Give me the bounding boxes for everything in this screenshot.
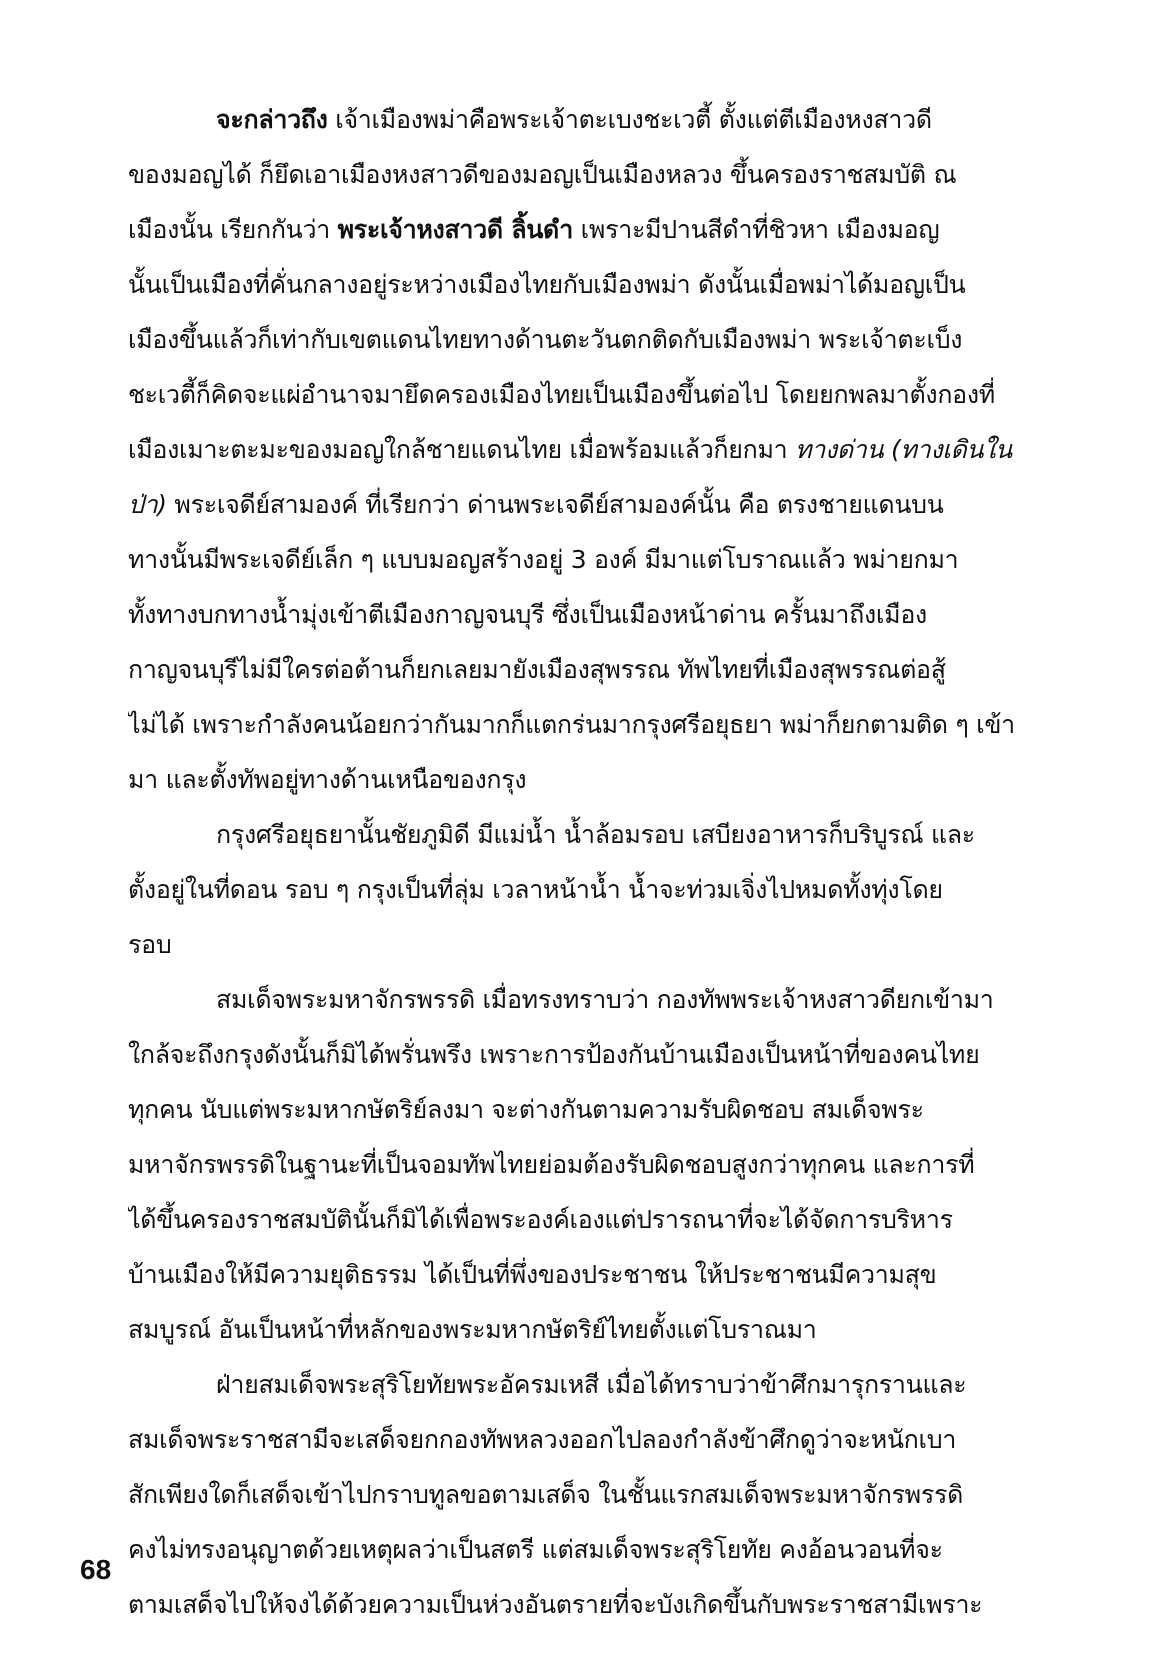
text-segment: กรุงศรีอยุธยานั้นชัยภูมิดี มีแม่น้ำ น้ำล้อมรอบ เสบียงอาหารก็บริบูรณ์ และ <box>216 820 975 849</box>
text-segment: เจ้าเมืองพม่าคือพระเจ้าตะเบงชะเวตี้ ตั้งแต่ตีเมืองหงสาวดี <box>327 105 932 134</box>
text-line <box>128 257 1033 312</box>
text-line <box>128 1027 1033 1082</box>
text-line <box>128 697 1033 752</box>
text-line <box>128 1082 1033 1137</box>
text-segment: พระเจ้าหงสาวดี ลิ้นดำ <box>337 215 574 244</box>
text-segment: บ้านเมืองให้มีความยุติธรรม ได้เป็นที่พึ่งของประชาชน ให้ประชาชนมีความสุข <box>128 1260 937 1289</box>
text-segment: ทางนั้นมีพระเจดีย์เล็ก ๆ แบบมอญสร้างอยู่ 3 องค์ มีมาแต่โบราณแล้ว พม่ายกมา <box>128 545 959 574</box>
text-segment: ตั้งอยู่ในที่ดอน รอบ ๆ กรุงเป็นที่ลุ่ม เวลาหน้าน้ำ น้ำจะท่วมเจิ่งไปหมดทั้งทุ่งโดย <box>128 875 943 904</box>
text-segment: สมเด็จพระมหาจักรพรรดิ เมื่อทรงทราบว่า กองทัพพระเจ้าหงสาวดียกเข้ามา <box>216 985 994 1014</box>
text-line <box>128 1467 1033 1522</box>
text-line <box>128 1522 1033 1577</box>
text-line <box>128 1192 1033 1247</box>
text-segment: ของมอญได้ ก็ยึดเอาเมืองหงสาวดีของมอญเป็นเมืองหลวง ขึ้นครองราชสมบัติ ณ <box>128 160 957 189</box>
text-line <box>128 92 1033 147</box>
text-line <box>128 477 1033 532</box>
text-line <box>128 147 1033 202</box>
text-line <box>128 367 1033 422</box>
text-segment: รอบ <box>128 930 172 959</box>
text-segment: สมเด็จพระราชสามีจะเสด็จยกกองทัพหลวงออกไปลองกำลังข้าศึกดูว่าจะหนักเบา <box>128 1425 957 1454</box>
text-segment: ทางด่าน (ทางเดินใน <box>795 435 1012 464</box>
text-segment: ไม่ได้ เพราะกำลังคนน้อยกว่ากันมากก็แตกร่นมากรุงศรีอยุธยา พม่าก็ยกตามติด ๆ เข้า <box>128 710 1015 739</box>
text-segment: นั้นเป็นเมืองที่คั่นกลางอยู่ระหว่างเมืองไทยกับเมืองพม่า ดังนั้นเมื่อพม่าได้มอญเป็น <box>128 270 966 299</box>
text-line <box>128 587 1033 642</box>
paragraph <box>128 92 1033 807</box>
text-segment: ทุกคน นับแต่พระมหากษัตริย์ลงมา จะต่างกันตามความรับผิดชอบ สมเด็จพระ <box>128 1095 924 1124</box>
text-segment: ชะเวตี้ก็คิดจะแผ่อำนาจมายึดครองเมืองไทยเป็นเมืองขึ้นต่อไป โดยยกพลมาตั้งกองที่ <box>128 380 995 409</box>
text-segment: ทั้งทางบกทางน้ำมุ่งเข้าตีเมืองกาญจนบุรี ซึ่งเป็นเมืองหน้าด่าน ครั้นมาถึงเมือง <box>128 600 927 629</box>
text-segment: ตามเสด็จไปให้จงได้ด้วยความเป็นห่วงอันตรายที่จะบังเกิดขึ้นกับพระราชสามีเพราะ <box>128 1590 983 1619</box>
page-number: 68 <box>80 1554 112 1585</box>
text-line <box>128 807 1033 862</box>
paragraph <box>128 972 1033 1357</box>
text-line <box>128 1412 1033 1467</box>
text-segment: สักเพียงใดก็เสด็จเข้าไปกราบทูลขอตามเสด็จ ในชั้นแรกสมเด็จพระมหาจักรพรรดิ <box>128 1480 964 1509</box>
paragraph <box>128 807 1033 972</box>
text-segment: เมืองเมาะตะมะของมอญใกล้ชายแดนไทย เมื่อพร้อมแล้วก็ยกมา <box>128 435 796 464</box>
text-segment: ฝ่ายสมเด็จพระสุริโยทัยพระอัครมเหสี เมื่อได้ทราบว่าข้าศึกมารุกรานและ <box>216 1370 967 1399</box>
text-segment: ได้ขึ้นครองราชสมบัตินั้นก็มิได้เพื่อพระองค์เองแต่ปรารถนาที่จะได้จัดการบริหาร <box>128 1205 953 1234</box>
text-segment: คงไม่ทรงอนุญาตด้วยเหตุผลว่าเป็นสตรี แต่สมเด็จพระสุริโยทัย คงอ้อนวอนที่จะ <box>128 1535 943 1564</box>
text-line <box>128 1137 1033 1192</box>
text-segment: เมืองนั้น เรียกกันว่า <box>128 215 338 244</box>
text-segment: จะกล่าวถึง <box>216 105 328 134</box>
text-line <box>128 642 1033 697</box>
paragraph <box>128 1357 1033 1632</box>
text-segment: มหาจักรพรรดิในฐานะที่เป็นจอมทัพไทยย่อมต้องรับผิดชอบสูงกว่าทุกคน และการที่ <box>128 1150 975 1179</box>
text-line <box>128 917 1033 972</box>
text-segment: มา และตั้งทัพอยู่ทางด้านเหนือของกรุง <box>128 765 527 794</box>
text-line <box>128 1357 1033 1412</box>
text-line <box>128 1247 1033 1302</box>
text-line <box>128 422 1033 477</box>
text-line <box>128 202 1033 257</box>
text-line <box>128 972 1033 1027</box>
text-line <box>128 532 1033 587</box>
text-segment: เมืองขึ้นแล้วก็เท่ากับเขตแดนไทยทางด้านตะวันตกติดกับเมืองพม่า พระเจ้าตะเบ็ง <box>128 325 963 354</box>
body-text <box>128 92 1033 1632</box>
text-segment: พระเจดีย์สามองค์ ที่เรียกว่า ด่านพระเจดีย์สามองค์นั้น คือ ตรงชายแดนบน <box>166 490 944 519</box>
text-segment: กาญจนบุรีไม่มีใครต่อต้านก็ยกเลยมายังเมืองสุพรรณ ทัพไทยที่เมืองสุพรรณต่อสู้ <box>128 655 946 684</box>
text-segment: เพราะมีปานสีดำที่ชิวหา เมืองมอญ <box>573 215 940 244</box>
text-line <box>128 1577 1033 1632</box>
text-segment: ป่า) <box>128 490 167 519</box>
text-segment: สมบูรณ์ อันเป็นหน้าที่หลักของพระมหากษัตริย์ไทยตั้งแต่โบราณมา <box>128 1315 817 1344</box>
text-line <box>128 1302 1033 1357</box>
text-line <box>128 752 1033 807</box>
text-segment: ใกล้จะถึงกรุงดังนั้นก็มิได้พรั่นพรึง เพราะการป้องกันบ้านเมืองเป็นหน้าที่ของคนไทย <box>128 1040 980 1069</box>
text-line <box>128 312 1033 367</box>
text-line <box>128 862 1033 917</box>
